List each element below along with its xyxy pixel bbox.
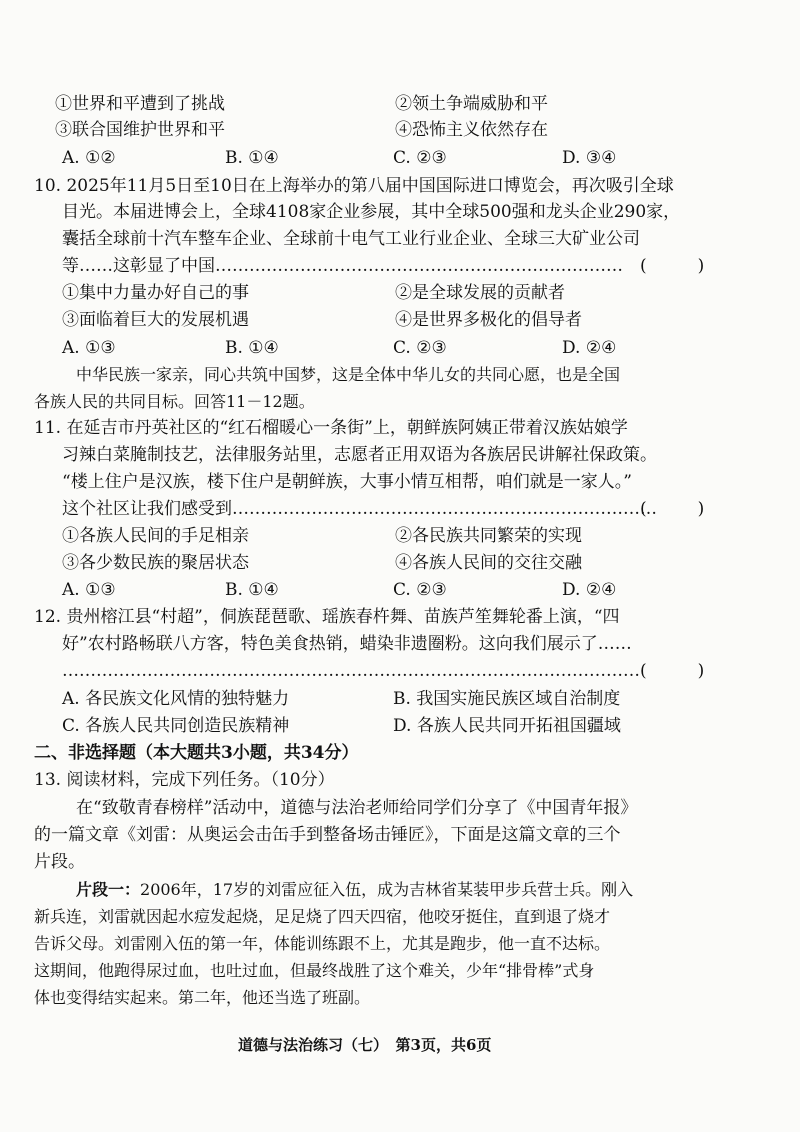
q11-stem-line-1: 11. 在延吉市丹英社区的“红石榴暖心一条街”上，朝鲜族阿姨正带着汉族姑娘学 [34,418,628,438]
q10-stem-line-2: 目光。本届进博会上，全球4108家企业参展，其中全球500强和龙头企业290家， [62,202,681,222]
q11-statement-4: ④各族人民间的交往交融 [395,553,582,573]
q10-stem-line-1: 10. 2025年11月5日至10日在上海举办的第八届中国国际进口博览会，再次吸引全球 [34,176,674,196]
q10-option-a[interactable]: A. ①③ [62,338,116,358]
q12-option-a[interactable]: A. 各民族文化风情的独特魅力 [62,689,290,709]
section-2-heading: 二、非选择题（本大题共3小题，共34分） [34,743,359,763]
q11-stem-line-4: 这个社区让我们感受到………………………………………………………………… [62,499,657,519]
q11-answer-paren[interactable]: ( ) [640,499,705,519]
q9-option-a[interactable]: A. ①② [62,148,116,168]
q12-option-b[interactable]: B. 我国实施民族区域自治制度 [393,689,621,709]
q9-statement-1: ①世界和平遭到了挑战 [55,94,225,114]
q13-para-line-3: 片段。 [34,852,85,872]
q11-option-d[interactable]: D. ②④ [562,580,617,600]
q13-fragment-1-line-2: 新兵连，刘雷就因起水痘发起烧，足足烧了四天四宿，他咬牙挺住，直到退了烧才 [34,907,611,926]
q13-para-line-1: 在“致敬青春榜样”活动中，道德与法治老师给同学们分享了《中国青年报》 [76,798,638,818]
q10-statement-1: ①集中力量办好自己的事 [62,283,249,303]
intro-11-12-line-1: 中华民族一家亲，同心共筑中国梦，这是全体中华儿女的共同心愿，也是全国 [76,365,621,384]
q10-answer-paren[interactable]: ( ) [640,256,705,276]
q11-stem-line-2: 习辣白菜腌制技艺，法律服务站里，志愿者正用双语为各族居民讲解社保政策。 [62,445,657,465]
q10-option-d[interactable]: D. ②④ [562,338,617,358]
q11-statement-3: ③各少数民族的聚居状态 [62,553,249,573]
fragment-text: 2006年，17岁的刘雷应征入伍，成为吉林省某装甲步兵营士兵。刚入 [140,880,634,899]
q10-statement-2: ②是全球发展的贡献者 [395,283,565,303]
q13-para-line-2: 的一篇文章《刘雷：从奥运会击缶手到整备场击锤匠》，下面是这篇文章的三个 [34,825,621,845]
q9-option-b[interactable]: B. ①④ [225,148,279,168]
q12-stem-line-3: ………………………………………………………………………………………… [62,661,640,681]
q9-option-c[interactable]: C. ②③ [393,148,447,168]
fragment-label: 片段一： [76,880,141,899]
q13-title: 13. 阅读材料，完成下列任务。（10分） [34,770,335,790]
q11-option-b[interactable]: B. ①④ [225,580,279,600]
q10-statement-4: ④是世界多极化的倡导者 [395,310,582,330]
q12-stem-line-2: 好”农村路畅联八方客，特色美食热销，蜡染非遗圈粉。这向我们展示了…… [62,634,632,654]
q11-statement-2: ②各民族共同繁荣的实现 [395,526,582,546]
q10-stem-line-4: 等……这彰显了中国……………………………………………………………… [62,256,623,276]
q9-statement-3: ③联合国维护世界和平 [55,120,225,140]
q11-option-a[interactable]: A. ①③ [62,580,116,600]
q11-stem-line-3: “楼上住户是汉族，楼下住户是朝鲜族，大事小情互相帮，咱们就是一家人。” [62,472,632,492]
q11-option-c[interactable]: C. ②③ [393,580,447,600]
q13-fragment-1-line-1 [76,878,633,902]
q13-fragment-1-line-3: 告诉父母。刘雷刚入伍的第一年，体能训练跟不上，尤其是跑步，他一直不达标。 [34,934,611,953]
q10-option-c[interactable]: C. ②③ [393,338,447,358]
intro-11-12-line-2: 各族人民的共同目标。回答11－12题。 [34,392,315,411]
q12-option-c[interactable]: C. 各族人民共同创造民族精神 [62,716,290,736]
q13-fragment-1-line-4: 这期间，他跑得尿过血，也吐过血，但最终战胜了这个难关，少年“排骨棒”式身 [34,961,595,980]
q12-answer-paren[interactable]: ( ) [640,661,705,681]
q10-stem-line-3: 囊括全球前十汽车整车企业、全球前十电气工业行业企业、全球三大矿业公司 [62,229,640,249]
q9-statement-2: ②领土争端威胁和平 [395,94,548,114]
q10-option-b[interactable]: B. ①④ [225,338,279,358]
q13-fragment-1-line-5: 体也变得结实起来。第二年，他还当选了班副。 [34,988,371,1007]
page-footer: 道德与法治练习（七） 第3页，共6页 [238,1036,492,1054]
q9-option-d[interactable]: D. ③④ [562,148,617,168]
q11-statement-1: ①各族人民间的手足相亲 [62,526,249,546]
q9-statement-4: ④恐怖主义依然存在 [395,120,548,140]
q12-option-d[interactable]: D. 各族人民共同开拓祖国疆域 [393,716,621,736]
q10-statement-3: ③面临着巨大的发展机遇 [62,310,249,330]
q12-stem-line-1: 12. 贵州榕江县“村超”，侗族琵琶歌、瑶族春杵舞、苗族芦笙舞轮番上演，“四 [34,607,620,627]
